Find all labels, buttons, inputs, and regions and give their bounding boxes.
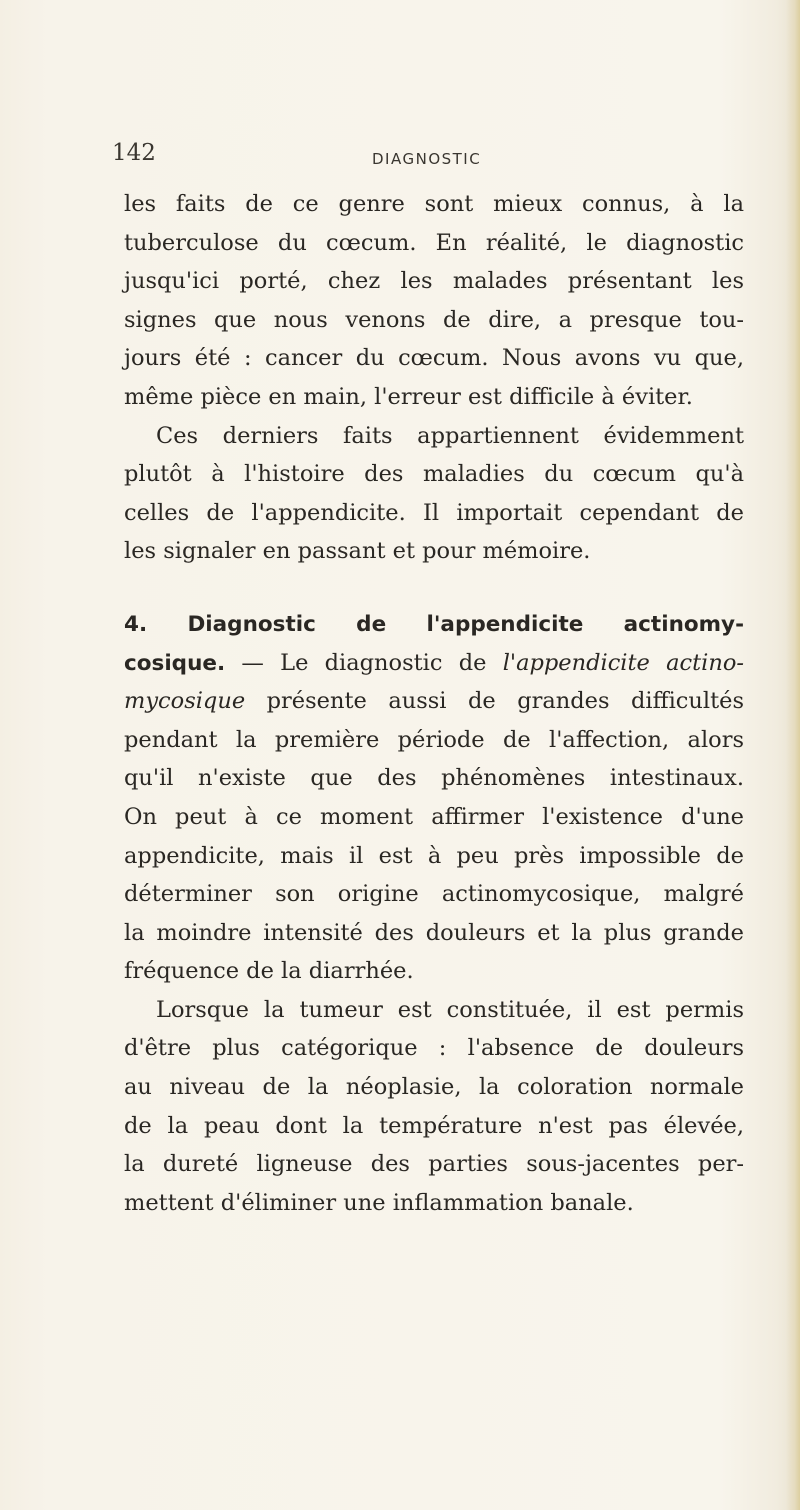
text-run: — Le diagnostic de xyxy=(225,649,503,676)
text-line: jusqu'ici porté, chez les malades présentant les xyxy=(124,268,744,295)
text-line: les faits de ce genre sont mieux connus, à la xyxy=(124,191,744,217)
text-line: Lorsque la tumeur est constituée, il est permis xyxy=(156,996,744,1023)
section-heading-end: cosique. xyxy=(124,650,226,676)
text-line: déterminer son origine actinomycosique, malgré xyxy=(124,881,744,908)
italic-term: l'appendicite actino- xyxy=(502,649,744,676)
text-line: la moindre intensité des douleurs et la plus grande xyxy=(124,919,744,946)
text-line: au niveau de la néoplasie, la coloration normale xyxy=(124,1074,744,1101)
running-title: DIAGNOSTIC xyxy=(372,150,482,168)
text-line: plutôt à l'histoire des maladies du cœcum qu'à xyxy=(124,461,744,488)
text-line: la dureté ligneuse des parties sous-jacentes per- xyxy=(124,1151,744,1178)
text-line: mettent d'éliminer une inflammation banale. xyxy=(124,1189,634,1216)
text-line: qu'il n'existe que des phénomènes intestinaux. xyxy=(124,765,744,792)
text-line: les signaler en passant et pour mémoire. xyxy=(124,538,591,565)
text-line: fréquence de la diarrhée. xyxy=(124,958,414,985)
paragraph xyxy=(124,417,744,571)
text-line: pendant la première période de l'affection, alors xyxy=(124,726,744,753)
paragraph-continuation xyxy=(124,185,744,417)
italic-term: mycosique xyxy=(124,688,246,715)
body-text xyxy=(124,185,744,1222)
text-line: appendicite, mais il est à peu près impossible de xyxy=(124,842,744,869)
text-line: signes que nous venons de dire, a presque tou- xyxy=(124,306,744,333)
text-line: Ces derniers faits appartiennent évidemment xyxy=(156,422,744,449)
page-edge-shadow xyxy=(786,0,800,1510)
text-line: de la peau dont la température n'est pas élevée, xyxy=(124,1112,744,1139)
text-line xyxy=(124,644,744,683)
text-line xyxy=(124,682,744,721)
text-line: On peut à ce moment affirmer l'existence d'une xyxy=(124,803,744,830)
text-line: jours été : cancer du cœcum. Nous avons vu que, xyxy=(124,345,744,372)
running-head xyxy=(112,140,752,176)
section-4 xyxy=(124,605,744,991)
text-line: d'être plus catégorique : l'absence de douleurs xyxy=(124,1035,744,1062)
text-line: tuberculose du cœcum. En réalité, le diagnostic xyxy=(124,229,744,256)
paragraph xyxy=(124,991,744,1223)
section-heading: 4. Diagnostic de l'appendicite actinomy- xyxy=(124,611,744,637)
section-gap xyxy=(124,571,744,605)
section-heading-line xyxy=(124,605,744,644)
text-run: présente aussi de grandes difficultés xyxy=(245,688,744,715)
page-number: 142 xyxy=(112,140,156,166)
text-line: même pièce en main, l'erreur est difficile à éviter. xyxy=(124,383,693,410)
text-line: celles de l'appendicite. Il importait cependant de xyxy=(124,499,744,526)
